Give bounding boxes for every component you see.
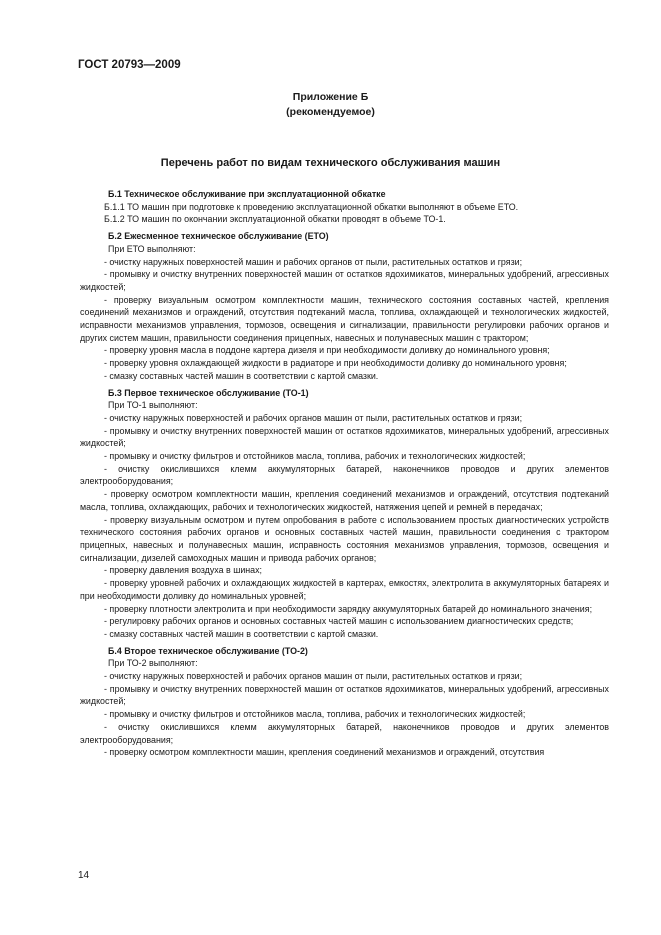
list-item: - регулировку рабочих органов и основных составных частей машин с использованием диагностических средств;: [104, 616, 574, 627]
list-item: - проверку осмотром комплектности машин, крепления соединений механизмов и ограждений, отсутствия: [104, 747, 545, 758]
paragraph: При ТО-1 выполняют:: [108, 400, 198, 411]
section-heading: Б.2 Ежесменное техническое обслуживание (ЕТО): [108, 231, 329, 242]
list-item: - проверку визуальным осмотром и путем опробования в работе с использованием простых диагностических устройств технического состояния рабочих органов и основных составных частей машин, правильности соединения с трактором прицепных, навесных и полунавесных машин, исправность состояния механизмов управления, тормозов, освещения и сигнализации, дизелей самоходных машин и привода рабочих органов;: [80, 514, 609, 563]
paragraph: При ТО-2 выполняют:: [108, 658, 198, 669]
list-item: - смазку составных частей машин в соответствии с картой смазки.: [104, 628, 379, 639]
paragraph: Б.1.1 ТО машин при подготовке к проведению эксплуатационной обкатки выполняют в объеме ЕТО.: [104, 201, 519, 212]
appendix-subtitle: (рекомендуемое): [286, 106, 375, 118]
list-item: - проверку плотности электролита и при необходимости зарядку аккумуляторных батарей до номинального значения;: [104, 603, 593, 614]
list-item: - очистку наружных поверхностей машин и рабочих органов от пыли, растительных остатков и грязи;: [104, 256, 523, 267]
list-item: - промывку и очистку фильтров и отстойников масла, топлива, рабочих и технологических жидкостей;: [104, 451, 526, 462]
list-item: - смазку составных частей машин в соответствии с картой смазки.: [104, 370, 379, 381]
list-item: - очистку окислившихся клемм аккумуляторных батарей, наконечников проводов и других элементов электрооборудования;: [80, 463, 609, 487]
list-item: - промывку и очистку фильтров и отстойников масла, топлива, рабочих и технологических жидкостей;: [104, 709, 526, 720]
list-item: - проверку осмотром комплектности машин, крепления соединений механизмов и ограждений, отсутствия подтеканий масла, топлива, охлаждающих, рабочих и технологических жидкостей, натяжения цепей и ремней в передачах;: [80, 489, 609, 512]
document-body: [80, 188, 609, 759]
section-heading: Б.1 Техническое обслуживание при эксплуатационной обкатке: [108, 189, 386, 199]
list-item: - проверку давления воздуха в шинах;: [104, 565, 263, 576]
list-item: - проверку уровня масла в поддоне картера дизеля и при необходимости доливку до номинального уровня;: [104, 345, 550, 356]
section-heading: Б.3 Первое техническое обслуживание (ТО-1): [108, 387, 309, 398]
list-item: - очистку наружных поверхностей и рабочих органов машин от пыли, растительных остатков и грязи;: [104, 412, 523, 423]
list-item: - промывку и очистку внутренних поверхностей машин от остатков ядохимикатов, минеральных удобрений, агрессивных жидкостей;: [80, 269, 609, 292]
list-item: - очистку окислившихся клемм аккумуляторных батарей, наконечников проводов и других элементов электрооборудования;: [80, 721, 609, 745]
list-item: - промывку и очистку внутренних поверхностей машин от остатков ядохимикатов, минеральных удобрений, агрессивных жидкостей;: [80, 425, 609, 449]
paragraph: При ЕТО выполняют:: [108, 243, 196, 254]
list-item: - проверку визуальным осмотром комплектности машин, технического состояния составных частей, крепления соединений механизмов и ограждений, отсутствия подтеканий масла, топлива, охлаждающей и технологических жидкостей, исправности механизмов управления, тормозов, освещения и сигнализации, правильности регулировки рабочих органов и других систем машин, правильности соединения прицепных, навесных и полунавесных машин с трактором;: [80, 294, 609, 343]
list-item: - проверку уровня охлаждающей жидкости в радиаторе и при необходимости доливку до номинального уровня;: [104, 358, 567, 369]
list-item: - очистку наружных поверхностей и рабочих органов машин от пыли, растительных остатков и грязи;: [104, 671, 523, 682]
standard-header: ГОСТ 20793—2009: [78, 59, 181, 71]
appendix-title: Приложение Б: [292, 91, 369, 103]
document-title: Перечень работ по видам технического обслуживания машин: [160, 157, 501, 169]
list-item: - промывку и очистку внутренних поверхностей машин от остатков ядохимикатов, минеральных удобрений, агрессивных жидкостей;: [80, 683, 609, 707]
section-heading: Б.4 Второе техническое обслуживание (ТО-2): [108, 645, 308, 656]
list-item: - проверку уровней рабочих и охлаждающих жидкостей в картерах, емкостях, электролита в аккумуляторных батареях и при необходимости доливку до номинальных уровней;: [80, 578, 609, 601]
paragraph: Б.1.2 ТО машин по окончании эксплуатационной обкатки проводят в объеме ТО-1.: [104, 214, 446, 225]
page-number: 14: [78, 870, 90, 881]
